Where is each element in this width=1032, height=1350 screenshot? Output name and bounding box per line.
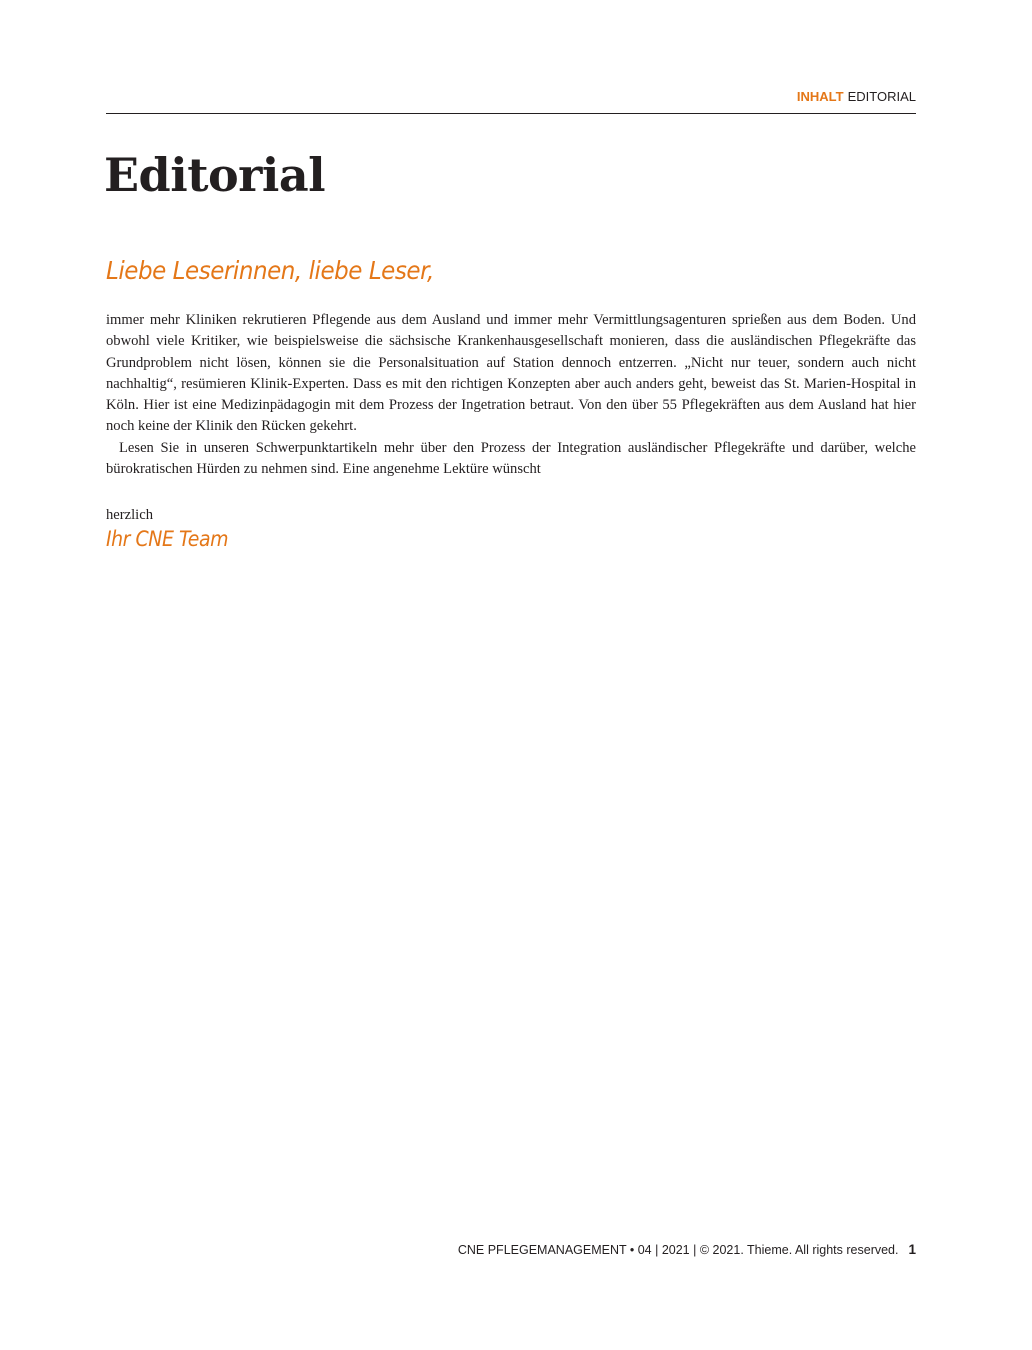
page-title: Editorial: [104, 148, 326, 202]
running-header: [106, 88, 916, 114]
header-topic-label: EDITORIAL: [847, 89, 916, 104]
page-number: 1: [908, 1242, 916, 1257]
footer-text: CNE PFLEGEMANAGEMENT • 04 | 2021 | © 2021. Thieme. All rights reserved.: [457, 1243, 899, 1257]
editorial-body: [106, 310, 916, 480]
body-paragraph: immer mehr Kliniken rekrutieren Pflegende aus dem Ausland und immer mehr Vermittlungsagenturen sprießen aus dem Boden. Und obwohl viele Kritiker, wie beispielsweise die sächsische Krankenhausgesellschaft monieren, dass die ausländischen Pflegekräfte das Grundproblem nicht lösen, können sie die Personalsituation auf Station dennoch entzerren. „Nicht nur teuer, sondern auch nicht nachhaltig“, resümieren Klinik-Experten. Dass es mit den richtigen Konzepten aber auch anders geht, beweist das St. Marien-Hospital in Köln. Hier ist eine Medizinpädagogin mit dem Prozess der Ingetration betraut. Von den über 55 Pflegekräften aus dem Ausland hat hier noch keine der Klinik den Rücken gekehrt.: [106, 312, 916, 435]
signature: Ihr CNE Team: [106, 527, 229, 551]
salutation: Liebe Leserinnen, liebe Leser,: [106, 256, 434, 285]
header-section-label: INHALT: [796, 89, 844, 104]
body-paragraph: Lesen Sie in unseren Schwerpunktartikeln mehr über den Prozess der Integration ausländischer Pflegekräfte und darüber, welche bürokratischen Hürden zu nehmen sind. Eine angenehme Lektüre wünscht: [106, 439, 916, 478]
page-footer: [458, 1241, 916, 1259]
closing-text: herzlich: [106, 507, 153, 523]
